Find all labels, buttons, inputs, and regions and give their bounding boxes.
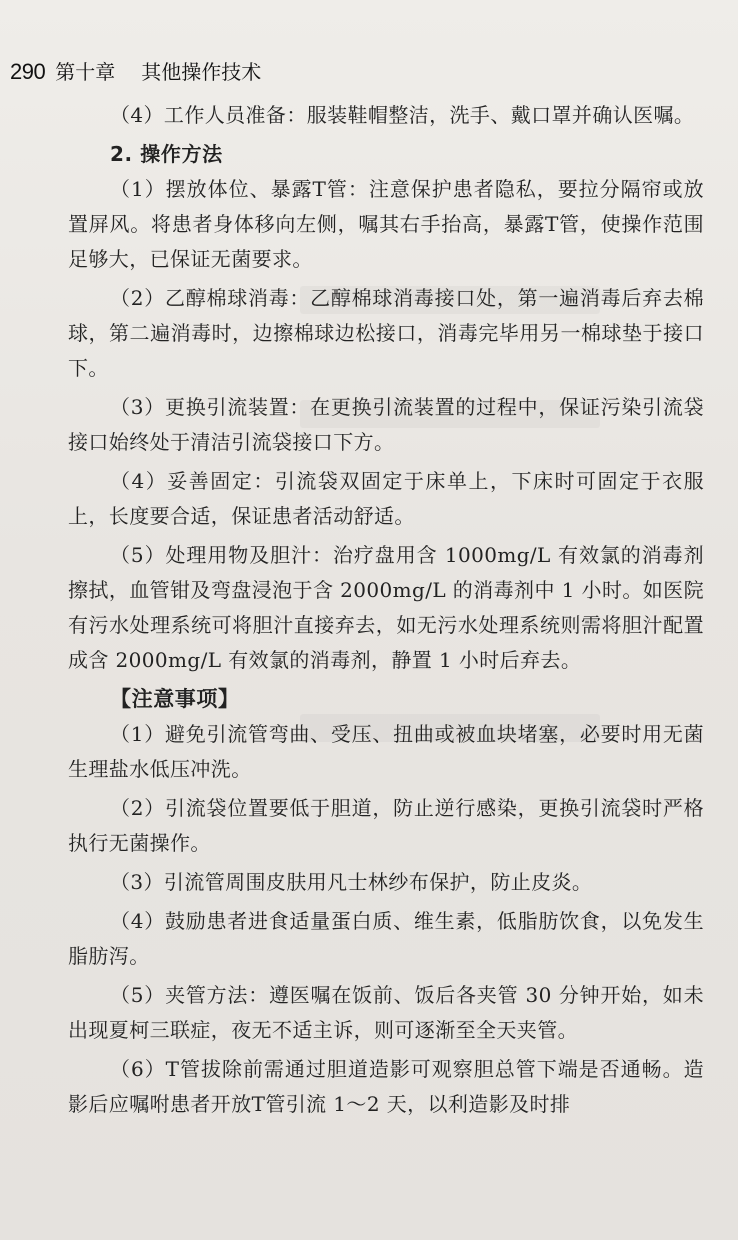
chapter-title: 其他操作技术: [141, 60, 262, 84]
precaution-item-6: （6）T管拔除前需通过胆道造影可观察胆总管下端是否通畅。造影后应嘱咐患者开放T管引流 1～2 天，以利造影及时排: [68, 1057, 704, 1116]
page-header: [10, 56, 704, 88]
paragraph-alcohol-disinfection: （2）乙醇棉球消毒：乙醇棉球消毒接口处，第一遍消毒后弃去棉球，第二遍消毒时，边擦棉球边松接口，消毒完毕用另一棉球垫于接口下。: [68, 286, 704, 380]
precaution-item-5: （5）夹管方法：遵医嘱在饭前、饭后各夹管 30 分钟开始，如未出现夏柯三联症，夜无不适主诉，则可逐渐至全天夹管。: [68, 983, 704, 1042]
page-number: 290: [10, 59, 46, 84]
paragraph-supplies-bile: （5）处理用物及胆汁：治疗盘用含 1000mg/L 有效氯的消毒剂擦拭，血管钳及弯盘浸泡于含 2000mg/L 的消毒剂中 1 小时。如医院有污水处理系统可将胆汁直接弃去，如无污水处理系统则需将胆汁配置成含 2000mg/L 有效氯的消毒剂，静置 1 小时后弃去。: [68, 543, 704, 672]
paragraph-position-exposure: （1）摆放体位、暴露T管：注意保护患者隐私，要拉分隔帘或放置屏风。将患者身体移向左侧，嘱其右手抬高，暴露T管，使操作范围足够大，已保证无菌要求。: [68, 177, 704, 271]
chapter-label: 第十章: [55, 60, 116, 84]
section-heading-precautions: 【注意事项】: [110, 687, 240, 711]
precaution-item-3: （3）引流管周围皮肤用凡士林纱布保护，防止皮炎。: [110, 870, 593, 894]
section-heading-operation-method: 2. 操作方法: [110, 142, 223, 166]
precaution-item-4: （4）鼓励患者进食适量蛋白质、维生素，低脂肪饮食，以免发生脂肪泻。: [68, 909, 704, 968]
paragraph-fixation: （4）妥善固定：引流袋双固定于床单上，下床时可固定于衣服上，长度要合适，保证患者活动舒适。: [68, 469, 704, 528]
paragraph-drainage-replacement: （3）更换引流装置：在更换引流装置的过程中，保证污染引流袋接口始终处于清洁引流袋接口下方。: [68, 395, 704, 454]
precaution-item-1: （1）避免引流管弯曲、受压、扭曲或被血块堵塞，必要时用无菌生理盐水低压冲洗。: [68, 722, 704, 781]
precaution-item-2: （2）引流袋位置要低于胆道，防止逆行感染，更换引流袋时严格执行无菌操作。: [68, 796, 704, 855]
page-content: [68, 98, 704, 1122]
paragraph-staff-preparation: （4）工作人员准备：服装鞋帽整洁，洗手、戴口罩并确认医嘱。: [110, 103, 695, 127]
